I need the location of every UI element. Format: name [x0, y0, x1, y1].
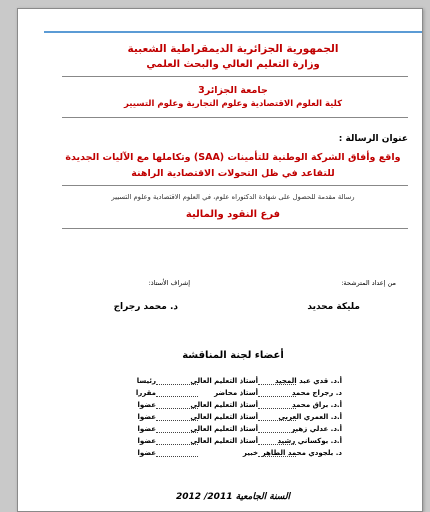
committee-member-row — [108, 449, 342, 460]
dotted-leader — [258, 456, 296, 457]
student-label: من إعداد المترشحة: — [341, 279, 396, 287]
student-name: مليكة محديد — [307, 302, 360, 312]
member-name: أ.د. العمري العربي — [278, 413, 342, 421]
committee-member-row — [108, 389, 342, 400]
dotted-leader — [156, 444, 198, 445]
member-name: د. بلجودي محمد الطاهر — [261, 449, 342, 457]
dotted-leader — [156, 432, 198, 433]
faculty-separator — [62, 117, 408, 118]
dotted-leader — [156, 396, 198, 397]
header-separator — [62, 76, 408, 77]
faculty-name: كلية العلوم الاقتصادية وعلوم التجارية وعلوم التسيير — [123, 99, 343, 109]
branch-separator — [62, 228, 408, 229]
member-role: مقررا — [135, 389, 156, 397]
thesis-title-label: عنوان الرسالة : — [338, 134, 408, 144]
member-role: عضوا — [137, 413, 156, 421]
committee-title: أعضاء لجنة المناقشة — [182, 350, 284, 361]
member-name: أ.د. براق محمد — [292, 401, 342, 409]
ministry-heading: وزارة التعليم العالي والبحث العلمي — [146, 59, 320, 70]
supervisor-name: د. محمد رجراج — [113, 302, 178, 312]
member-rank: خبير — [242, 449, 258, 457]
dotted-leader — [258, 444, 296, 445]
dotted-leader — [258, 420, 296, 421]
member-rank: أستاذ التعليم العالي — [190, 425, 258, 433]
committee-member-row — [108, 437, 342, 448]
member-name: أ.د. بوكساني رشيد — [277, 437, 342, 445]
branch-name: فرع النقود والمالية — [185, 209, 281, 220]
supervisor-label: إشراف الأستاذ: — [148, 279, 190, 287]
member-role: عضوا — [137, 449, 156, 457]
academic-year: السنة الجامعية 2011/ 2012 — [175, 492, 291, 502]
member-rank: أستاذ التعليم العالي — [190, 413, 258, 421]
university-name: جامعة الجزائر3 — [198, 85, 268, 96]
page-border-top — [44, 31, 423, 33]
committee-member-row — [108, 401, 342, 412]
degree-statement: رسالة مقدمة للحصول على شهادة الدكتوراه علوم، في العلوم الاقتصادية وعلوم التسيير — [111, 193, 355, 201]
committee-member-row — [108, 377, 342, 388]
title-separator — [62, 185, 408, 186]
member-role: عضوا — [137, 425, 156, 433]
dotted-leader — [258, 432, 296, 433]
dotted-leader — [156, 384, 198, 385]
dotted-leader — [156, 408, 198, 409]
dotted-leader — [258, 408, 296, 409]
thesis-title-line-2: للتقاعد في ظل التحولات الاقتصادية الراهنة — [131, 168, 335, 179]
dotted-leader — [258, 384, 296, 385]
dotted-leader — [156, 456, 198, 457]
member-rank: أستاذ التعليم العالي — [190, 377, 258, 385]
member-name: أ.د. عدلي زهير — [291, 425, 342, 433]
dotted-leader — [156, 420, 198, 421]
committee-member-row — [108, 425, 342, 436]
member-name: د. رجراج محمد — [291, 389, 342, 397]
page-border-right — [422, 31, 423, 511]
member-role: عضوا — [137, 437, 156, 445]
member-role: عضوا — [137, 401, 156, 409]
thesis-title-line-1: واقع وأفاق الشركة الوطنية للتأمينات (SAA) وتكاملها مع الآليات الجديدة — [65, 152, 401, 163]
member-role: رئيسا — [136, 377, 156, 385]
committee-member-row — [108, 413, 342, 424]
member-rank: أستاذ التعليم العالي — [190, 437, 258, 445]
dotted-leader — [258, 396, 296, 397]
member-rank: أستاذ محاضر — [214, 389, 258, 397]
member-name: أ.د. قدي عبد المجيد — [274, 377, 342, 385]
document-page — [17, 8, 423, 512]
republic-heading: الجمهورية الجزائرية الديمقراطية الشعبية — [127, 43, 339, 55]
member-rank: أستاذ التعليم العالي — [190, 401, 258, 409]
